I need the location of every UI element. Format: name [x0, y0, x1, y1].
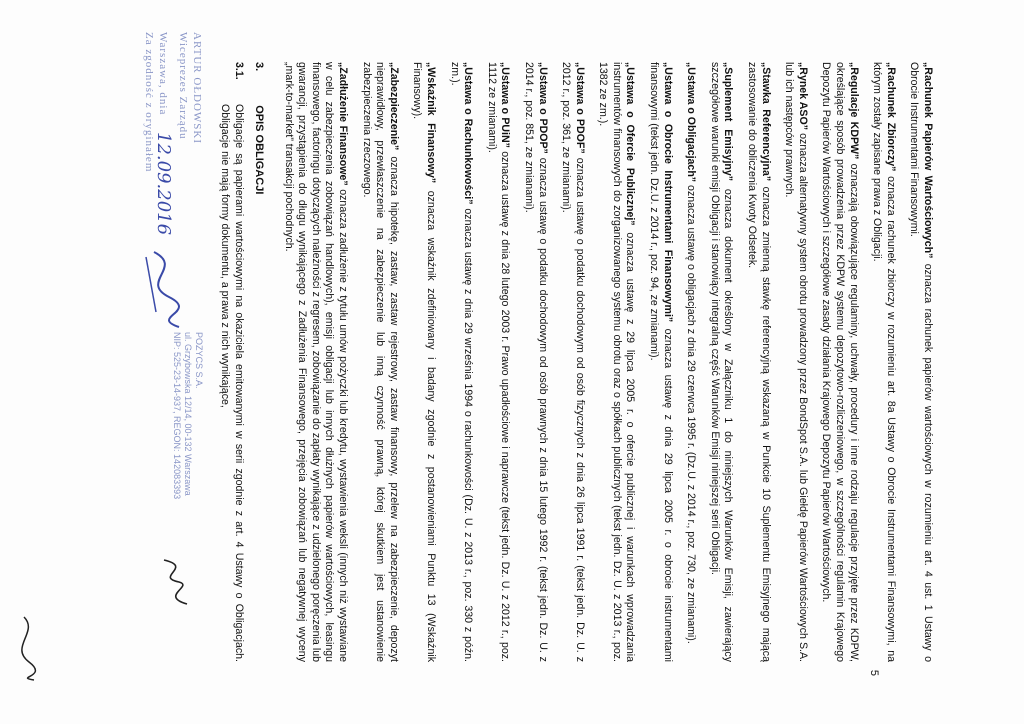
stamp-line: Wiceprezes Zarządu: [177, 32, 189, 140]
definition-item: [447, 62, 474, 662]
stamp-line: Warszawa, dnia: [157, 32, 169, 116]
definition-term: „Ustawa o Obligacjach”: [685, 62, 698, 183]
definition-term: „Zadłużenie Finansowe”: [337, 62, 349, 186]
definition-item: [782, 62, 809, 662]
definition-term: „Stawka Referencyjna”: [759, 62, 772, 182]
definition-item: [819, 62, 860, 662]
subsection-text: Obligacje są papierami wartościowymi na okaziciela emitowanymi w serii zgodnie z art. 4 Ustawy o Obligacjach. Obligacje nie mają formy dokumentu, a prawa z nich wynikające,: [219, 104, 246, 662]
stamp-line: ul. Grzybowska 12/14, 00-132 Warszawa: [183, 332, 193, 496]
definition-item: [744, 62, 771, 662]
definition-item: [410, 62, 437, 662]
section-title: OPIS OBLIGACJI: [253, 105, 266, 195]
stamp-line: ARTUR OŁDOWSKI: [191, 32, 203, 145]
definition-text: oznacza alternatywny system obrotu prowadzony przez BondSpot S.A. lub Giełdę Papierów Wartościowych S.A. lub ich następców prawnych.: [783, 62, 809, 662]
page-number: 5: [868, 669, 880, 676]
definition-item: [559, 62, 586, 662]
definition-item: [684, 62, 698, 662]
definition-text: oznacza ustawę z dnia 28 lutego 2003 r. Prawo upadłościowe i naprawcze (tekst jedn. Dz. U. z 2012 r., poz. 1112 ze zmianami).: [485, 62, 512, 662]
subsection-number: 3.1.: [233, 62, 246, 80]
definition-text: oznacza rachunek zbiorczy w rozumieniu art. 8a Ustawy o Obrocie Instrumentami Finansowymi, na którym zostały zapisane prawa z Obligacji.: [871, 62, 897, 662]
definition-term: „Ustawa o PDOP”: [536, 62, 549, 154]
definition-item: [707, 62, 734, 662]
definition-term: „Regulacje KDPW”: [847, 62, 860, 160]
definition-item: [359, 62, 400, 662]
definition-text: oznacza wskaźnik zdefiniowany i badany zgodnie z postanowieniami Punktu 13 (Wskaźnik Finansowy).: [411, 62, 437, 662]
definition-item: [596, 62, 637, 662]
section-heading: [253, 62, 265, 662]
definition-text: oznacza hipotekę, zastaw, zastaw rejestrowy, zastaw finansowy, przelew na zabezpieczenie, depozyt nieprawidłowy, przewłaszczenie na zabezpieczenie lub inną czynność prawną, której skutkiem jest ustanowienie zabezpieczenia rzeczowego.: [360, 62, 400, 662]
definition-text: oznacza ustawę z dnia 29 lipca 2005 r. o obrocie instrumentami finansowymi (tekst jedn. Dz.U. z 2014 r., poz. 94, ze zmianami).: [648, 62, 674, 662]
paraph-mark: [4, 612, 44, 682]
definition-term: „Ustawa o Rachunkowości”: [462, 62, 475, 205]
handwritten-date: 12.09.2016: [153, 132, 174, 236]
definition-term: „Ustawa o Obrocie Instrumentami Finansowymi”: [661, 62, 674, 323]
company-stamp: [171, 332, 204, 552]
initials-signature: [149, 552, 199, 612]
definition-term: „Ustawa o PDOF”: [573, 62, 586, 154]
definition-text: oznacza ustawę z 29 lipca 2005 r. o ofercie publicznej i warunkach wprowadzania instrumentów finansowych do zorganizowanego systemu obrotu oraz o spółkach publicznych (tekst jedn. Dz. U. z 2013 r., poz. 1382 ze zm.).: [597, 62, 637, 663]
definition-term: „Zabezpieczenie”: [387, 62, 400, 151]
stamp-line: NIP: 525-23-14-937, REGON: 142083393: [172, 332, 182, 500]
definitions-list: [281, 62, 934, 662]
definition-text: oznacza ustawę o podatku dochodowym od osób fizycznych z dnia 26 lipca 1991 r. (tekst jedn. Dz. U. z 2012 r., poz. 361, ze zmianami).: [560, 62, 586, 663]
definition-text: oznacza dokument określony w Załączniku 1 do niniejszych Warunków Emisji, zawierający szczegółowe warunki emisji Obligacji i stanowiący integralną część Warunków Emisji niniejszej serii Obligacji.: [708, 62, 735, 662]
definition-text: oznacza ustawę o obligacjach z dnia 29 czerwca 1995 r. (Dz.U. z 2014 r., poz. 730, ze zmianami).: [685, 182, 698, 644]
stamp-line: Za zgodność z oryginałem: [143, 32, 155, 173]
definition-term: „Wskaźnik Finansowy”: [424, 62, 437, 184]
definition-text: oznacza ustawę z dnia 29 września 1994 o rachunkowości (Dz. U. z 2013 r., poz. 330 z późn. zm.).: [448, 62, 475, 662]
document-page: [0, 12, 964, 712]
definition-item: [484, 62, 511, 662]
definition-item: [647, 62, 674, 662]
definition-item: [870, 62, 897, 662]
definition-text: oznaczają obowiązujące regulaminy, uchwały, procedury i inne rodzaju regulacje przyjęte przez KDPW, określające sposób prowadzenia przez KDPW systemu depozytowo-rozliczeniowego, w szczególności regulamin Krajowego Depozytu Papierów Wartościowych i szczegółowe zasady działania Krajowego Depozytu Papierów Wartościowych.: [820, 62, 860, 662]
definition-item: [521, 62, 548, 662]
document-body: [218, 62, 934, 662]
definition-text: oznacza zmienną stawkę referencyjną wskazaną w Punkcie 10 Suplementu Emisyjnego mającą zastosowanie do obliczenia Kwoty Odsetek.: [746, 62, 772, 662]
subsection-3-1: [218, 62, 245, 662]
definition-term: „Rachunek Zbiorczy”: [884, 62, 897, 172]
definition-text: oznacza rachunek papierów wartościowych w rozumieniu art. 4 ust. 1 Ustawy o Obrocie Instrumentami Finansowymi.: [908, 62, 934, 662]
definition-term: „Ustawa o PUiN”: [499, 62, 512, 148]
definition-item: [281, 62, 349, 662]
definition-text: oznacza ustawę o podatku dochodowym od osób prawnych z dnia 15 lutego 1992 r. (tekst jedn. Dz. U. z 2014 r., poz. 851, ze zmianami).: [522, 62, 549, 662]
signature-scribble: [134, 242, 194, 332]
stamp-line: POZYCS S.A.: [194, 332, 204, 389]
definition-term: „Rachunek Papierów Wartościowych”: [922, 62, 934, 259]
definition-term: „Ustawa o Ofercie Publicznej”: [624, 62, 637, 226]
definition-term: „Suplement Emisyjny”: [722, 62, 735, 182]
definition-term: „Rynek ASO”: [796, 62, 809, 131]
definition-item: [907, 62, 934, 662]
definition-text: oznacza zadłużenie z tytułu umów pożyczki lub kredytu, wystawienia weksli (innych niż wystawiane w celu zabezpieczenia zobowiązań handlowych), emisji obligacji lub innych dłużnych papierów wartościowych, leasingu finansowego, factoringu dotyczących należności z regresem, zobowiązanie do zapłaty wynikające z udzielonego poręczenia lub gwarancji, przystąpienia do długu wynikającego z Zadłużenia Finansowego, przejęcia zobowiązań lub negatywnej wyceny „mark-to-market” transakcji pochodnych.: [282, 62, 349, 662]
section-number: 3.: [253, 62, 266, 72]
